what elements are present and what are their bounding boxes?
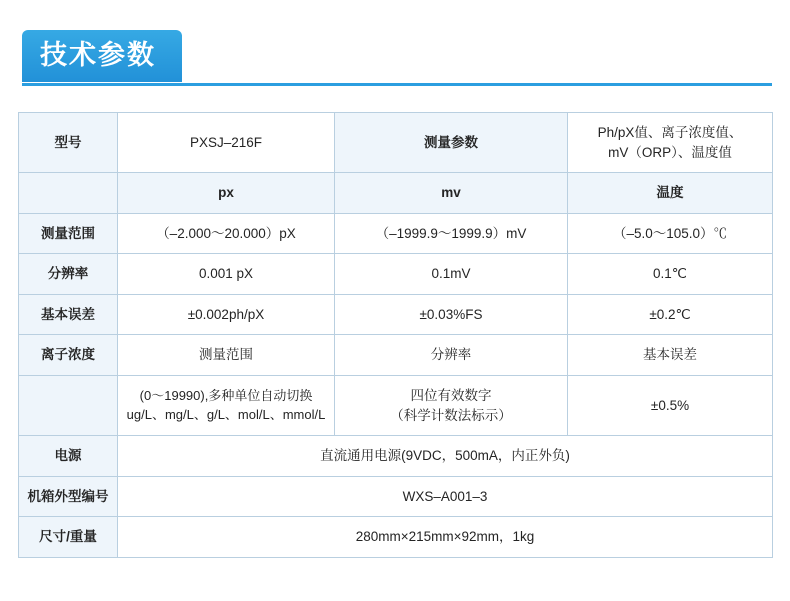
- table-row: [19, 335, 773, 376]
- table-row-label: 机箱外型编号: [19, 476, 118, 517]
- table-cell: （–2.000～20.000）pX: [118, 213, 335, 254]
- table-cell: 分辨率: [335, 335, 568, 376]
- table-cell: 直流通用电源(9VDC，500mA，内正外负): [118, 436, 773, 477]
- page-title: 技术参数: [22, 30, 182, 82]
- spec-table-wrapper: [18, 112, 772, 558]
- table-cell: （–1999.9～1999.9）mV: [335, 213, 568, 254]
- page-root: [0, 30, 790, 601]
- table-cell: （–5.0～105.0）℃: [568, 213, 773, 254]
- table-row: [19, 254, 773, 295]
- table-cell: 0.001 pX: [118, 254, 335, 295]
- spec-table-body: [19, 113, 773, 558]
- table-row: [19, 436, 773, 477]
- table-row: [19, 213, 773, 254]
- page-header: [22, 30, 790, 86]
- table-row-label: 基本误差: [19, 294, 118, 335]
- table-cell: WXS–A001–3: [118, 476, 773, 517]
- table-cell: (0～19990),多种单位自动切换 ug/L、mg/L、g/L、mol/L、mmol/L: [118, 375, 335, 435]
- table-cell: 0.1℃: [568, 254, 773, 295]
- table-cell: 基本误差: [568, 335, 773, 376]
- table-row-label: 尺寸/重量: [19, 517, 118, 558]
- table-row: [19, 294, 773, 335]
- table-cell: 0.1mV: [335, 254, 568, 295]
- table-column-header: mv: [335, 173, 568, 214]
- table-row-label: 离子浓度: [19, 335, 118, 376]
- table-row-label: [19, 375, 118, 435]
- table-row-label: 分辨率: [19, 254, 118, 295]
- table-cell: 280mm×215mm×92mm，1kg: [118, 517, 773, 558]
- table-cell: ±0.03%FS: [335, 294, 568, 335]
- table-cell: Ph/pX值、离子浓度值、 mV（ORP）、温度值: [568, 113, 773, 173]
- spec-table: [18, 112, 773, 558]
- table-cell: ±0.2℃: [568, 294, 773, 335]
- header-underline: [22, 83, 772, 86]
- table-row: [19, 113, 773, 173]
- table-row-label: 电源: [19, 436, 118, 477]
- table-column-header: px: [118, 173, 335, 214]
- table-row: [19, 375, 773, 435]
- table-row: [19, 173, 773, 214]
- table-cell: 四位有效数字 （科学计数法标示）: [335, 375, 568, 435]
- table-cell: 测量范围: [118, 335, 335, 376]
- table-row-label: [19, 173, 118, 214]
- table-row: [19, 476, 773, 517]
- table-row: [19, 517, 773, 558]
- table-row-label: 测量参数: [335, 113, 568, 173]
- table-row-label: 测量范围: [19, 213, 118, 254]
- table-cell: ±0.5%: [568, 375, 773, 435]
- table-cell: ±0.002ph/pX: [118, 294, 335, 335]
- table-column-header: 温度: [568, 173, 773, 214]
- table-cell: PXSJ–216F: [118, 113, 335, 173]
- table-row-label: 型号: [19, 113, 118, 173]
